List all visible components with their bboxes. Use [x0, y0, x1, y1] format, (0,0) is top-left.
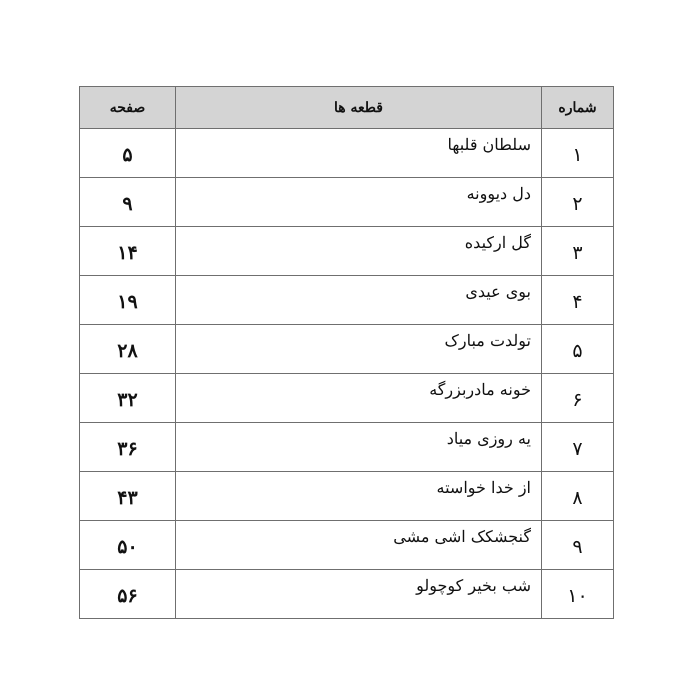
row-page: ۳۲ [80, 374, 176, 423]
table-row [80, 570, 614, 619]
table-row [80, 227, 614, 276]
table-body [80, 129, 614, 619]
table-row [80, 374, 614, 423]
row-number: ۹ [542, 521, 614, 570]
row-page: ۴۳ [80, 472, 176, 521]
row-number: ۳ [542, 227, 614, 276]
row-title: یه روزی میاد [176, 423, 542, 472]
row-title: شب بخیر کوچولو [176, 570, 542, 619]
table-row [80, 129, 614, 178]
row-page: ۵۶ [80, 570, 176, 619]
header-number: شماره [542, 87, 614, 129]
table-row [80, 521, 614, 570]
header-title: قطعه ها [176, 87, 542, 129]
row-page: ۲۸ [80, 325, 176, 374]
row-number: ۲ [542, 178, 614, 227]
row-page: ۹ [80, 178, 176, 227]
row-number: ۸ [542, 472, 614, 521]
row-title: سلطان قلبها [176, 129, 542, 178]
row-number: ۴ [542, 276, 614, 325]
row-title: خونه مادربزرگه [176, 374, 542, 423]
row-page: ۱۴ [80, 227, 176, 276]
row-number: ۱ [542, 129, 614, 178]
table-row [80, 178, 614, 227]
table-row [80, 472, 614, 521]
table-row [80, 325, 614, 374]
header-row [80, 87, 614, 129]
row-number: ۷ [542, 423, 614, 472]
row-number: ۱۰ [542, 570, 614, 619]
row-page: ۳۶ [80, 423, 176, 472]
row-title: گل ارکیده [176, 227, 542, 276]
header-page: صفحه [80, 87, 176, 129]
row-page: ۵ [80, 129, 176, 178]
table-row [80, 423, 614, 472]
table-row [80, 276, 614, 325]
row-title: گنجشکک اشی مشی [176, 521, 542, 570]
row-number: ۵ [542, 325, 614, 374]
row-page: ۱۹ [80, 276, 176, 325]
row-page: ۵۰ [80, 521, 176, 570]
table-header [80, 87, 614, 129]
row-title: از خدا خواسته [176, 472, 542, 521]
row-number: ۶ [542, 374, 614, 423]
row-title: بوی عیدی [176, 276, 542, 325]
row-title: دل دیوونه [176, 178, 542, 227]
table-of-contents [79, 86, 614, 619]
row-title: تولدت مبارک [176, 325, 542, 374]
